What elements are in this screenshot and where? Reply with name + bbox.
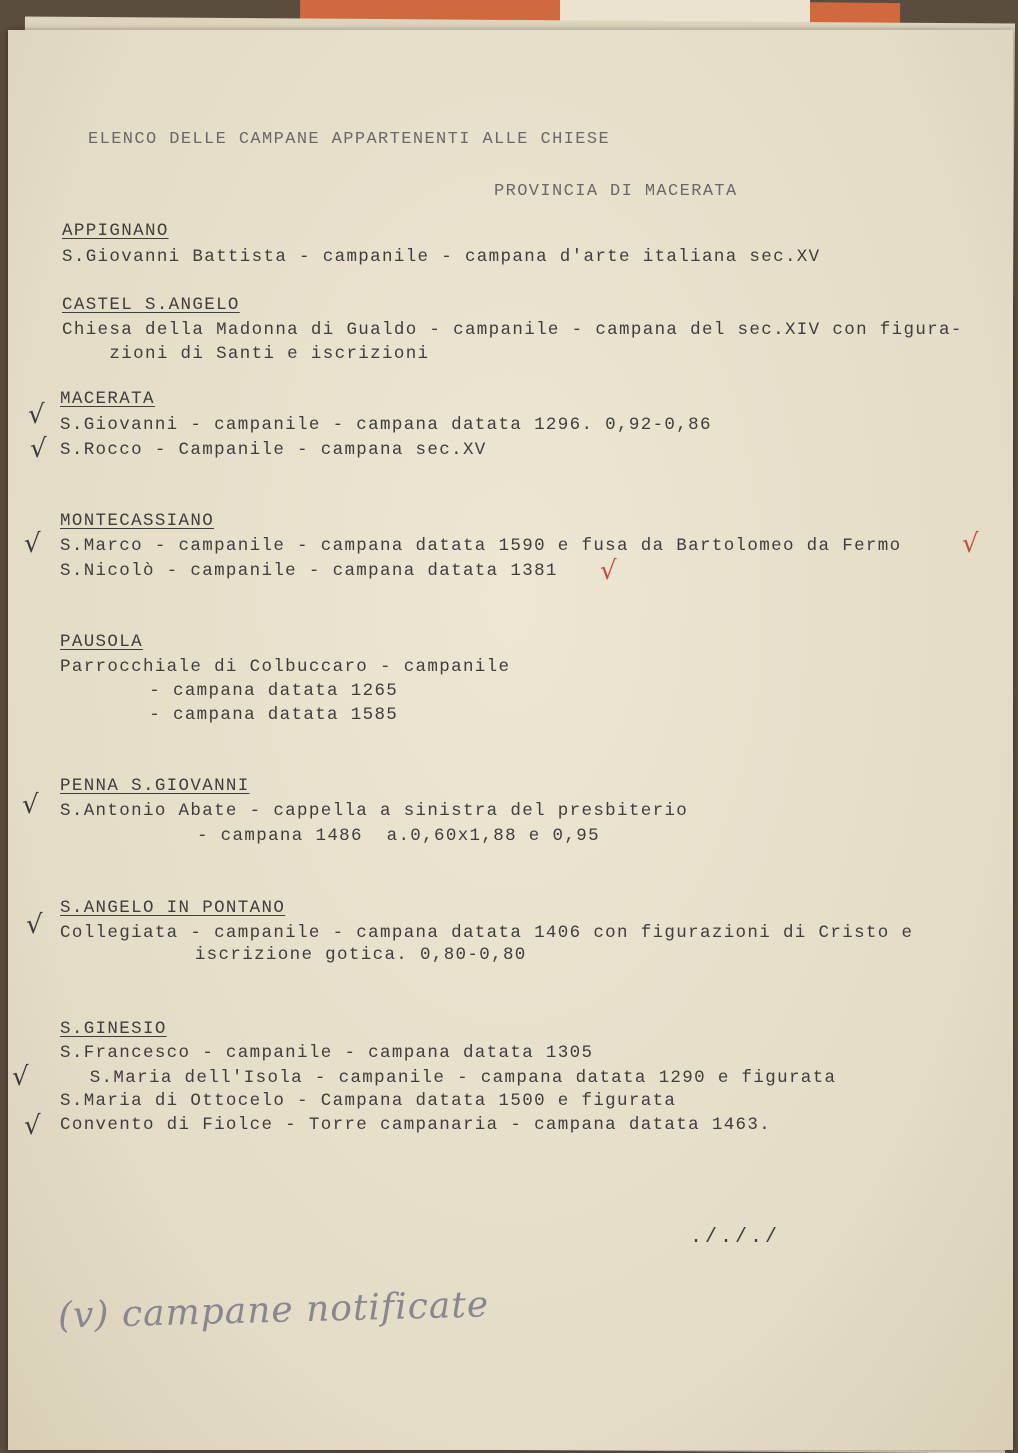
check-mark: √ — [28, 400, 45, 430]
entry-line: S.Giovanni Battista - campanile - campana d'arte italiana sec.XV — [62, 247, 821, 267]
section-heading-s-angelo-in-pontano: S.ANGELO IN PONTANO — [60, 898, 286, 918]
section-heading-s-ginesio: S.GINESIO — [60, 1019, 167, 1039]
entry-line: Collegiata - campanile - campana datata 1406 con figurazioni di Cristo e — [60, 923, 914, 943]
section-heading-macerata: MACERATA — [60, 389, 155, 409]
section-heading-castel-s-angelo: CASTEL S.ANGELO — [62, 295, 240, 315]
entry-line: iscrizione gotica. 0,80-0,80 — [100, 945, 527, 965]
entry-line: S.Maria di Ottocelo - Campana datata 1500 e figurata — [60, 1091, 677, 1111]
document-subtitle: PROVINCIA DI MACERATA — [494, 182, 738, 201]
entry-line: S.Maria dell'Isola - campanile - campana datata 1290 e figurata — [66, 1068, 837, 1088]
entry-line: Parrocchiale di Colbuccaro - campanile — [60, 657, 511, 677]
entry-line: S.Rocco - Campanile - campana sec.XV — [60, 440, 487, 460]
check-mark: √ — [12, 1062, 29, 1092]
entry-line: S.Francesco - campanile - campana datata 1305 — [60, 1043, 594, 1063]
entry-line: zioni di Santi e iscrizioni — [62, 344, 430, 364]
entry-line: - campana datata 1265 — [90, 681, 399, 701]
entry-line: Convento di Fiolce - Torre campanaria - campana datata 1463. — [60, 1115, 772, 1135]
handwritten-note: (v) campane notificate — [57, 1284, 490, 1337]
section-heading-pausola: PAUSOLA — [60, 632, 143, 652]
end-mark: ./././ — [690, 1226, 781, 1249]
entry-line: - campana datata 1585 — [90, 705, 399, 725]
section-heading-appignano: APPIGNANO — [62, 221, 169, 241]
red-check-mark: √ — [962, 529, 979, 559]
document-page — [8, 30, 1013, 1450]
check-mark: √ — [26, 910, 43, 940]
document-title: ELENCO DELLE CAMPANE APPARTENENTI ALLE CHIESE — [88, 130, 611, 149]
check-mark: √ — [30, 434, 47, 464]
check-mark: √ — [24, 1111, 41, 1141]
entry-line: S.Giovanni - campanile - campana datata 1296. 0,92-0,86 — [60, 415, 712, 435]
red-check-mark: √ — [600, 556, 617, 586]
entry-line: S.Marco - campanile - campana datata 1590 e fusa da Bartolomeo da Fermo — [60, 536, 902, 556]
check-mark: √ — [24, 529, 41, 559]
check-mark: √ — [22, 790, 39, 820]
entry-line: - campana 1486 a.0,60x1,88 e 0,95 — [114, 826, 600, 846]
section-heading-montecassiano: MONTECASSIANO — [60, 511, 215, 531]
entry-line: Chiesa della Madonna di Gualdo - campanile - campana del sec.XIV con figura- — [62, 320, 963, 340]
entry-line: S.Antonio Abate - cappella a sinistra del presbiterio — [60, 801, 689, 821]
entry-line: S.Nicolò - campanile - campana datata 1381 — [60, 561, 558, 581]
section-heading-penna-s-giovanni: PENNA S.GIOVANNI — [60, 776, 250, 796]
